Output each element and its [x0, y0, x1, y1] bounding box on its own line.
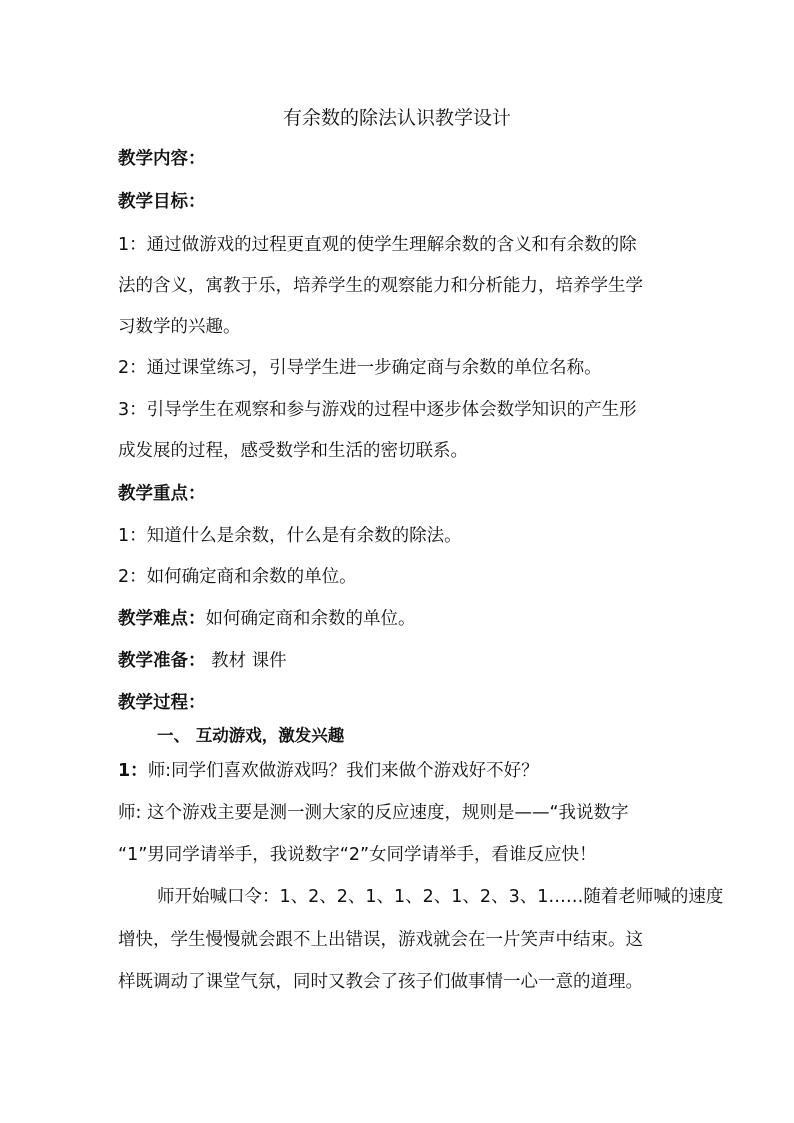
- process-line: 师: 这个游戏主要是测一测大家的反应速度，规则是——“我说数字: [118, 803, 629, 823]
- document-title: 有余数的除法认识教学设计: [282, 107, 511, 129]
- key-points-heading: 教学重点：: [118, 484, 206, 504]
- goal-line: 成发展的过程，感受数学和生活的密切联系。: [118, 441, 468, 461]
- process-line: 师开始喊口令：1、2、2、1、1、2、1、2、3、1……随着老师喊的速度: [157, 887, 724, 907]
- difficulty-line: [118, 607, 416, 631]
- teaching-goals-heading: 教学目标：: [118, 192, 206, 212]
- key-point-line: 1：知道什么是余数，什么是有余数的除法。: [118, 526, 462, 546]
- goal-line: 法的含义，寓教于乐，培养学生的观察能力和分析能力，培养学生学: [118, 276, 643, 296]
- goal-line: 1：通过做游戏的过程更直观的使学生理解余数的含义和有余数的除: [118, 235, 637, 255]
- process-line: 增快，学生慢慢就会跟不上出错误，游戏就会在一片笑声中结束。这: [118, 930, 643, 950]
- step-line: [118, 759, 539, 783]
- goal-line: 2：通过课堂练习，引导学生进一步确定商与余数的单位名称。: [118, 358, 602, 378]
- goal-line: 习数学的兴趣。: [118, 317, 241, 337]
- preparation-text: 教材 课件: [205, 651, 287, 671]
- preparation-line: [118, 649, 287, 673]
- process-line: 样既调动了课堂气氛，同时又教会了孩子们做事情一心一意的道理。: [118, 972, 643, 992]
- difficulty-label: 教学难点：: [118, 609, 206, 629]
- section-heading: 一、 互动游戏，激发兴趣: [157, 726, 345, 745]
- teaching-process-heading: 教学过程：: [118, 693, 206, 713]
- process-line: “1”男同学请举手，我说数字“2”女同学请举手，看谁反应快！: [118, 845, 597, 865]
- difficulty-text: 如何确定商和余数的单位。: [205, 609, 416, 629]
- step-text: 师:同学们喜欢做游戏吗？我们来做个游戏好不好？: [147, 761, 539, 781]
- preparation-label: 教学准备：: [118, 651, 206, 671]
- step-number: 1：: [118, 761, 148, 781]
- teaching-content-heading: 教学内容：: [118, 149, 206, 169]
- key-point-line: 2：如何确定商和余数的单位。: [118, 567, 357, 587]
- goal-line: 3：引导学生在观察和参与游戏的过程中逐步体会数学知识的产生形: [118, 400, 637, 420]
